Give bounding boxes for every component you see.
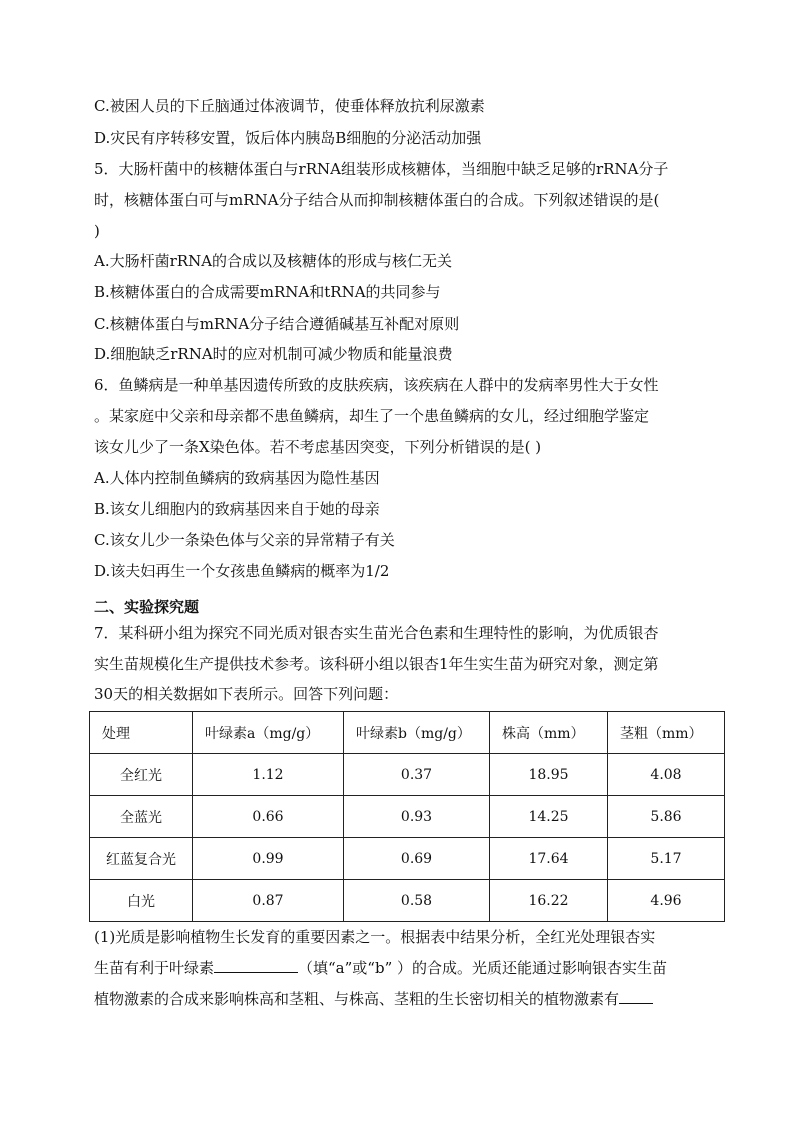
table-cell: 16.22 bbox=[490, 880, 608, 922]
question-7-part-1-line-2 bbox=[94, 958, 667, 978]
table-cell: 17.64 bbox=[490, 838, 608, 880]
question-7-stem-3: 30天的相关数据如下表所示。回答下列问题： bbox=[94, 685, 399, 703]
question-7-stem-1: 7．某科研小组为探究不同光质对银杏实生苗光合色素和生理特性的影响，为优质银杏 bbox=[94, 624, 659, 642]
table-cell: 0.99 bbox=[193, 838, 344, 880]
table-header-cell: 茎粗（mm） bbox=[608, 712, 725, 754]
data-table bbox=[89, 711, 725, 922]
table-cell: 0.37 bbox=[344, 754, 490, 796]
table-cell: 4.96 bbox=[608, 880, 725, 922]
question-5-stem-2: 时，核糖体蛋白可与mRNA分子结合从而抑制核糖体蛋白的合成。下列叙述错误的是( bbox=[94, 191, 660, 209]
table-cell: 4.08 bbox=[608, 754, 725, 796]
table-cell: 0.87 bbox=[193, 880, 344, 922]
table-header-cell: 株高（mm） bbox=[490, 712, 608, 754]
table-cell: 5.17 bbox=[608, 838, 725, 880]
table-header-cell: 叶绿素a（mg/g） bbox=[193, 712, 344, 754]
table-cell: 全蓝光 bbox=[90, 796, 193, 838]
table-cell: 红蓝复合光 bbox=[90, 838, 193, 880]
question-5-stem-1: 5．大肠杆菌中的核糖体蛋白与rRNA组装形成核糖体，当细胞中缺乏足够的rRNA分子 bbox=[94, 160, 669, 178]
table-row bbox=[90, 796, 725, 838]
option-c-q5: C.核糖体蛋白与mRNA分子结合遵循碱基互补配对原则 bbox=[94, 315, 460, 333]
option-c-q4: C.被困人员的下丘脑通过体液调节，使垂体释放抗利尿激素 bbox=[94, 97, 485, 115]
table-cell: 0.93 bbox=[344, 796, 490, 838]
question-7-part-1-line-3 bbox=[94, 989, 653, 1009]
table-header-cell: 叶绿素b（mg/g） bbox=[344, 712, 490, 754]
option-b-q6: B.该女儿细胞内的致病基因来自于她的母亲 bbox=[94, 500, 380, 518]
option-b-q5: B.核糖体蛋白的合成需要mRNA和tRNA的共同参与 bbox=[94, 283, 441, 301]
table-header-row bbox=[90, 712, 725, 754]
part-1-text-c: 植物激素的合成来影响株高和茎粗、与株高、茎粗的生长密切相关的植物激素有 bbox=[94, 990, 620, 1008]
option-a-q6: A.人体内控制鱼鳞病的致病基因为隐性基因 bbox=[94, 469, 380, 487]
table-cell: 5.86 bbox=[608, 796, 725, 838]
option-d-q5: D.细胞缺乏rRNA时的应对机制可减少物质和能量浪费 bbox=[94, 345, 453, 363]
part-1-text-a: 生苗有利于叶绿素 bbox=[94, 959, 215, 977]
section-heading: 二、实验探究题 bbox=[94, 598, 200, 616]
question-6-stem-2: 。某家庭中父亲和母亲都不患鱼鳞病，却生了一个患鱼鳞病的女儿，经过细胞学鉴定 bbox=[94, 407, 650, 425]
option-d-q6: D.该夫妇再生一个女孩患鱼鳞病的概率为1/2 bbox=[94, 562, 390, 580]
answer-blank bbox=[214, 958, 298, 973]
table-cell: 0.69 bbox=[344, 838, 490, 880]
question-7-stem-2: 实生苗规模化生产提供技术参考。该科研小组以银杏1年生实生苗为研究对象，测定第 bbox=[94, 655, 659, 673]
table-cell: 0.66 bbox=[193, 796, 344, 838]
table-row bbox=[90, 838, 725, 880]
table-cell: 全红光 bbox=[90, 754, 193, 796]
question-6-stem-3: 该女儿少了一条X染色体。若不考虑基因突变，下列分析错误的是( ) bbox=[94, 438, 542, 456]
table-cell: 1.12 bbox=[193, 754, 344, 796]
table-cell: 14.25 bbox=[490, 796, 608, 838]
question-6-stem-1: 6．鱼鳞病是一种单基因遗传所致的皮肤疾病，该疾病在人群中的发病率男性大于女性 bbox=[94, 376, 659, 394]
table-cell: 18.95 bbox=[490, 754, 608, 796]
option-c-q6: C.该女儿少一条染色体与父亲的异常精子有关 bbox=[94, 531, 395, 549]
table-row bbox=[90, 880, 725, 922]
table-cell: 白光 bbox=[90, 880, 193, 922]
table-header-cell: 处理 bbox=[90, 712, 193, 754]
question-7-part-1-line-1: (1)光质是影响植物生长发育的重要因素之一。根据表中结果分析，全红光处理银杏实 bbox=[94, 928, 656, 946]
option-d-q4: D.灾民有序转移安置，饭后体内胰岛B细胞的分泌活动加强 bbox=[94, 129, 482, 147]
table-cell: 0.58 bbox=[344, 880, 490, 922]
answer-blank bbox=[619, 989, 653, 1004]
table-row bbox=[90, 754, 725, 796]
part-1-text-b: （填“a”或“b” ）的合成。光质还能通过影响银杏实生苗 bbox=[298, 959, 668, 977]
question-5-stem-3: ) bbox=[94, 222, 100, 240]
option-a-q5: A.大肠杆菌rRNA的合成以及核糖体的形成与核仁无关 bbox=[94, 252, 453, 270]
